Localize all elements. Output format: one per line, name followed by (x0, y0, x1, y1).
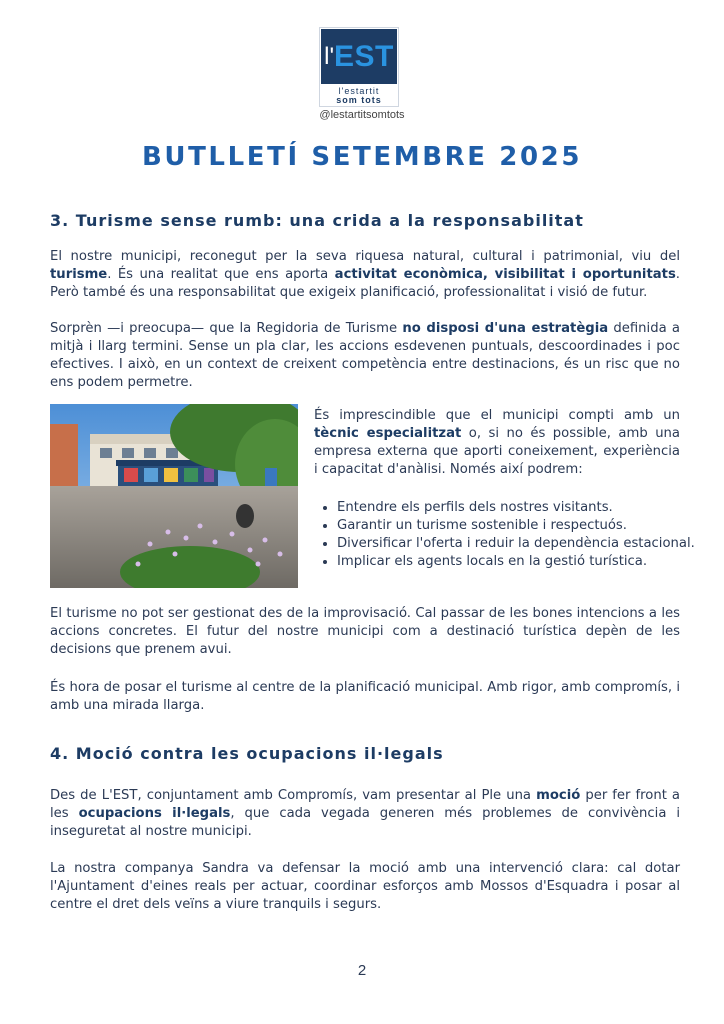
section-3-paragraph-4: És hora de posar el turisme al centre de la planificació municipal. Amb rigor, amb compromís, i amb una mirada llarga. (50, 680, 680, 713)
section-3-paragraph-3: El turisme no pot ser gestionat des de la improvisació. Cal passar de les bones intencions a les accions concretes. El futur del nostre municipi com a destinació turística depèn de les decisions que prenem avui. (50, 606, 680, 657)
section-3-paragraph-2: Sorprèn —i preocupa— que la Regidoria de Turisme no disposi d'una estratègia definida a mitjà i llarg termini. Sense un pla clar, les accions esdevenen puntuals, descoordinades i poc efectives. I això, en un context de creixent competència entre destinacions, és un risc que no ens podem permetre. (50, 321, 680, 390)
tourism-office-photo (50, 404, 298, 588)
logo (319, 27, 399, 107)
list-item: • Implicar els agents locals en la gestió turística. (337, 553, 697, 571)
logo-prefix: l' (324, 42, 335, 70)
logo-tagline-1: l'estartit (338, 86, 380, 96)
list-item: • Garantir un turisme sostenible i respectuós. (337, 517, 697, 535)
page-number: 2 (357, 962, 367, 979)
section-3-side-paragraph: És imprescindible que el municipi compti amb un tècnic especialitzat o, si no és possible, amb una empresa externa que aporti coneixement, experiència i capacitat d'anàlisi. Només així podrem: (314, 408, 680, 477)
street-scene-image (50, 404, 298, 588)
logo-mark (321, 29, 397, 84)
list-item: • Diversificar l'oferta i reduir la dependència estacional. (337, 535, 697, 553)
logo-est-text: EST (334, 39, 394, 73)
list-item: • Entendre els perfils dels nostres visitants. (337, 499, 697, 517)
section-4-heading: 4. Moció contra les ocupacions il·legals (50, 744, 444, 763)
section-4-paragraph-2: La nostra companya Sandra va defensar la moció amb una intervenció clara: cal dotar l'Ajuntament d'eines reals per actuar, coordinar esforços amb Mossos d'Esquadra i posar al centre el dret dels veïns a viure tranquils i segurs. (50, 861, 680, 912)
goals-list (318, 499, 697, 571)
section-3-heading: 3. Turisme sense rumb: una crida a la responsabilitat (50, 211, 584, 230)
logo-tagline-2: som tots (336, 95, 382, 105)
social-handle: @lestartitsomtots (319, 109, 405, 121)
page-title: BUTLLETÍ SETEMBRE 2025 (141, 142, 583, 172)
section-3-paragraph-1: El nostre municipi, reconegut per la seva riquesa natural, cultural i patrimonial, viu del turisme. És una realitat que ens aporta activitat econòmica, visibilitat i oportunitats. Però també és una responsabilitat que exigeix planificació, professionalitat i visió de futur. (50, 249, 680, 300)
section-4-paragraph-1: Des de L'EST, conjuntament amb Compromís, vam presentar al Ple una moció per fer front a les ocupacions il·legals, que cada vegada generen més problemes de convivència i inseguretat al nostre municipi. (50, 788, 681, 839)
